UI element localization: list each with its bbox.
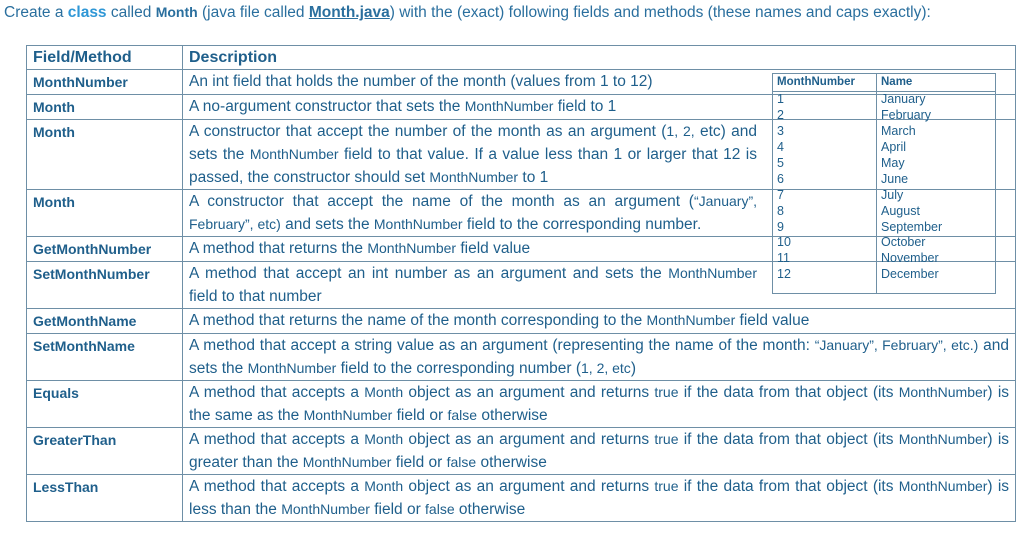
desc-text: and sets the [280,216,374,233]
month-number: 10 [773,235,877,251]
month-row [773,187,996,203]
month-number: 2 [773,108,877,124]
table-header-row [27,46,1016,70]
month-name: May [877,156,996,172]
code-ref: MonthNumber [898,431,988,447]
desc-text: A constructor that accept the number of the month as an argument ( [189,123,667,140]
month-number: 5 [773,156,877,172]
desc-text: A method that accept a string value as an argument (representing the name of the month: [189,337,815,354]
intro-keyword-class: class [67,4,107,21]
desc-text: if the data from that object (its [678,384,899,401]
code-ref: MonthNumber [373,216,463,232]
desc-text: A method that returns the [189,240,368,257]
month-name: October [877,235,996,251]
month-name: December [877,267,996,283]
header-description: Description [183,46,1016,70]
code-ref: MonthNumber [302,454,392,470]
intro-text: (java file called [197,4,309,21]
field-name: LessThan [27,475,183,522]
desc-text: otherwise [477,407,548,424]
month-row [773,140,996,156]
intro-text: Create a [4,4,68,21]
month-row [773,124,996,140]
month-row [773,92,996,108]
field-name: Month [27,190,183,237]
desc-text: field value [735,312,810,329]
month-row [773,235,996,251]
code-ref: true [654,431,679,447]
month-row [773,171,996,187]
code-ref: MonthNumber [898,478,988,494]
code-ref: Month [364,478,404,494]
code-ref: MonthNumber [247,360,337,376]
month-name: February [877,108,996,124]
desc-text: and sets the [189,337,1009,377]
month-number-empty [773,283,877,294]
field-description [183,381,1016,428]
month-number: 11 [773,251,877,267]
table-row [27,428,1016,475]
desc-text: field to the corresponding number ( [336,360,581,377]
field-name: Equals [27,381,183,428]
month-number: 7 [773,187,877,203]
desc-text: to 1 [518,169,549,186]
code-ref: MonthNumber [668,265,757,281]
code-ref: MonthNumber [464,98,554,114]
desc-text: An int field that holds the number of the month (values from 1 to 12) [189,73,653,90]
month-number: 12 [773,267,877,283]
code-ref: 1, 2, etc [581,360,631,376]
month-number-header: MonthNumber [773,74,877,92]
code-ref: MonthNumber [249,146,339,162]
field-name: Month [27,95,183,120]
month-name: November [877,251,996,267]
intro-text: ) with the (exact) following fields and methods (these names and caps exactly): [389,4,931,21]
month-name-header: Name [877,74,996,92]
desc-text: A method that accepts a [189,431,365,448]
desc-text: field value [456,240,531,257]
month-name-empty [877,283,996,294]
table-row [27,475,1016,522]
desc-text: ) is the same as the [189,384,1010,424]
intro-text: called [106,4,156,21]
month-row [773,156,996,172]
field-description [183,334,1016,381]
month-row [773,267,996,283]
desc-text: otherwise [476,454,547,471]
month-table-header-row [773,74,996,92]
month-lookup-table [772,73,996,294]
field-name: GetMonthNumber [27,237,183,262]
code-ref: MonthNumber [429,169,519,185]
desc-text: object as an argument and returns [403,478,655,495]
month-name: June [877,171,996,187]
month-row [773,219,996,235]
code-ref: false [447,407,478,423]
month-name: March [877,124,996,140]
field-name: GetMonthName [27,309,183,334]
desc-text: ) [630,360,636,377]
code-ref: true [654,384,679,400]
field-description [183,428,1016,475]
month-row-spacer [773,283,996,294]
desc-text: field or [369,501,426,518]
desc-text: if the data from that object (its [678,478,899,495]
month-number: 9 [773,219,877,235]
field-name: MonthNumber [27,70,183,95]
code-ref: false [446,454,477,470]
code-ref: MonthNumber [646,312,736,328]
code-ref: “January”, February”, etc.) [814,337,979,353]
desc-text: object as an argument and returns [403,384,655,401]
field-name: SetMonthNumber [27,262,183,309]
desc-text: otherwise [454,501,526,518]
desc-text: etc) and sets the [189,123,758,163]
desc-text: field or [391,454,447,471]
desc-text: ) is greater than the [189,431,1010,471]
code-ref: false [425,501,455,517]
code-ref: Month [364,431,404,447]
desc-text: field to 1 [553,98,617,115]
month-row [773,108,996,124]
month-name: September [877,219,996,235]
code-ref: MonthNumber [367,240,457,256]
instructions-paragraph [4,2,1020,23]
month-number: 1 [773,92,877,108]
desc-text: A no-argument constructor that sets the [189,98,465,115]
month-number: 6 [773,171,877,187]
code-ref: 1, 2, [666,123,695,139]
code-ref: MonthNumber [898,384,988,400]
desc-text: A method that accept an int number as an argument and sets the [189,265,669,282]
desc-text: object as an argument and returns [403,431,655,448]
table-row [27,381,1016,428]
header-field: Field/Method [27,46,183,70]
month-name: July [877,187,996,203]
desc-text: ) is less than the [189,478,1010,518]
month-number: 8 [773,203,877,219]
desc-text: field to that value. If a value less than 1 or larger that 12 is passed, the constructor should set [189,146,758,186]
desc-text: A method that returns the name of the month corresponding to the [189,312,647,329]
field-name: SetMonthName [27,334,183,381]
field-name: GreaterThan [27,428,183,475]
desc-text: A constructor that accept the name of the month as an argument ( [189,193,694,210]
month-name: August [877,203,996,219]
month-row [773,251,996,267]
desc-text: A method that accepts a [189,384,365,401]
field-description [183,475,1016,522]
desc-text: A method that accepts a [189,478,365,495]
desc-text: field to the corresponding number. [462,216,702,233]
field-description [183,309,1016,334]
month-number: 4 [773,140,877,156]
month-number: 3 [773,124,877,140]
code-ref: Month [364,384,404,400]
table-row [27,309,1016,334]
intro-class-name: Month [155,4,198,20]
code-ref: MonthNumber [281,501,370,517]
intro-file-name: Month.java [308,4,390,21]
code-ref: MonthNumber [303,407,393,423]
desc-text: if the data from that object (its [678,431,899,448]
month-name: January [877,92,996,108]
field-name: Month [27,120,183,190]
code-ref: “January”, February”, etc) [189,193,757,232]
desc-text: field to that number [189,288,322,305]
desc-text: field or [392,407,448,424]
code-ref: true [654,478,679,494]
month-row [773,203,996,219]
month-name: April [877,140,996,156]
table-row [27,334,1016,381]
